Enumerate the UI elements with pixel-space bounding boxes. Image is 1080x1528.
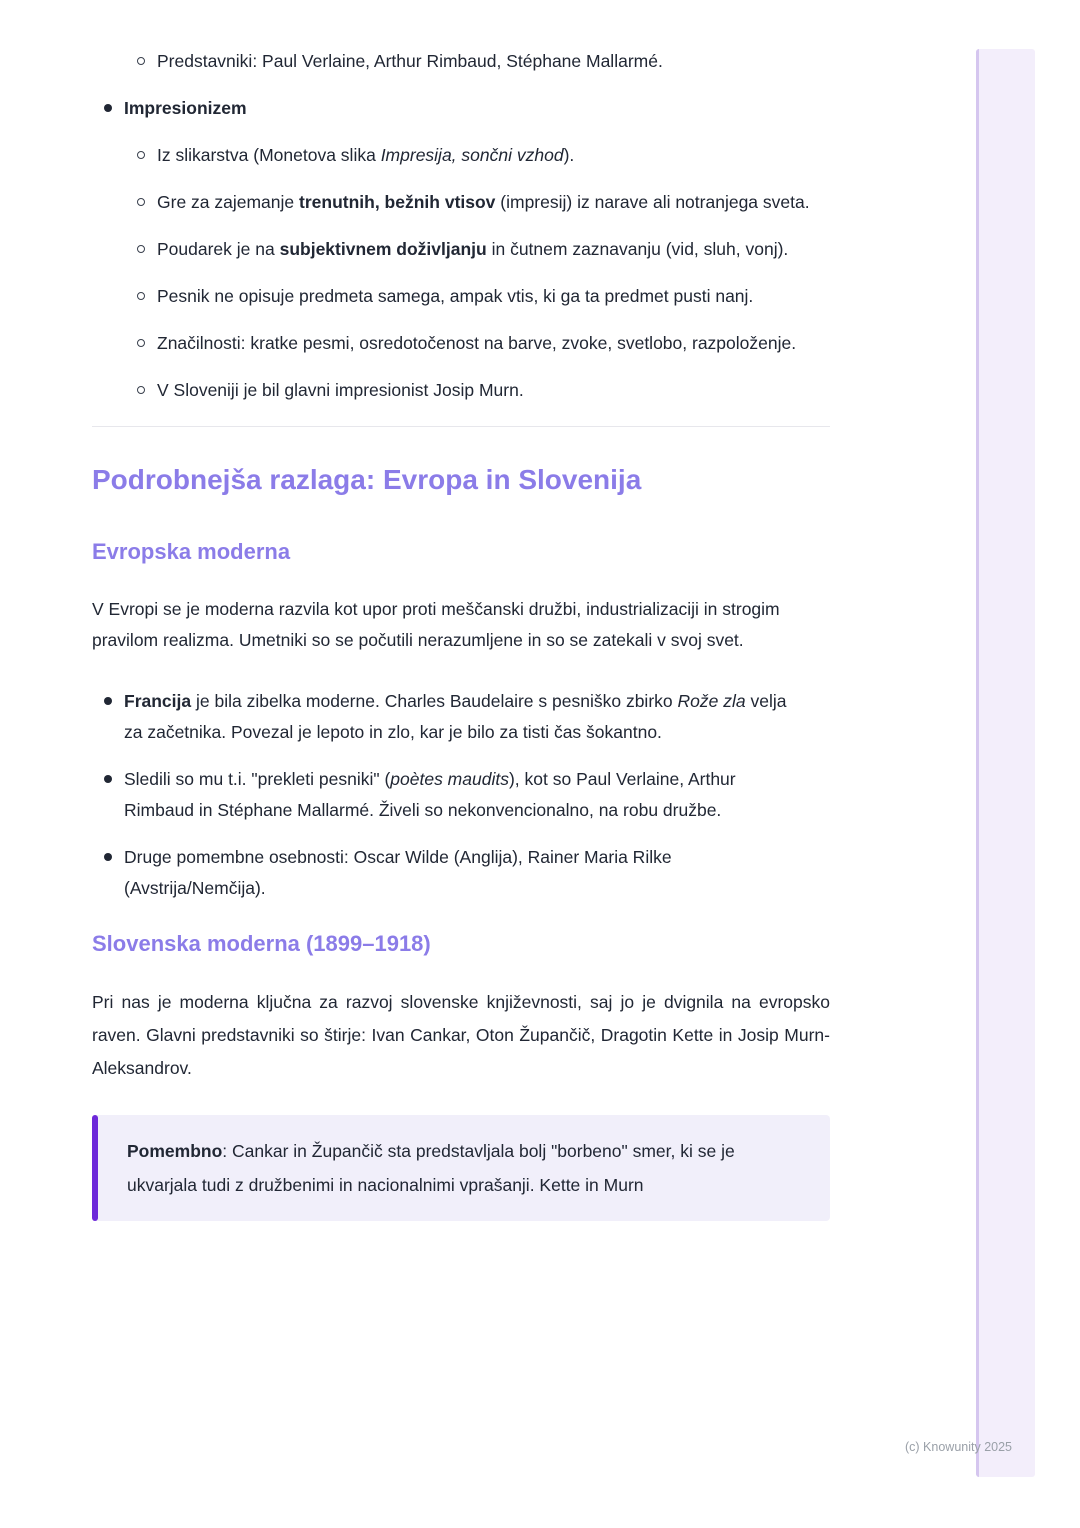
bullet-text <box>157 46 817 77</box>
main-bullet-list <box>92 686 830 904</box>
paragraph <box>92 594 830 656</box>
text-segment: Podrobnejša razlaga: Evropa in Slovenija <box>92 464 642 495</box>
disc-bullet-icon <box>104 104 112 112</box>
text-segment: Pri nas je moderna ključna za razvoj slovenske književnosti, saj jo je dvignila na evropsko raven. Glavni predstavniki so štirje: Ivan Cankar, Oton Župančič, Dragotin Kette in Josip Murn-Aleksandrov. <box>92 992 830 1078</box>
bullet-item <box>92 375 830 406</box>
text-segment: ). <box>563 145 575 165</box>
bullet-item <box>92 281 830 312</box>
bullet-text <box>157 328 817 359</box>
callout-box <box>92 1115 830 1221</box>
text-segment: Rože zla <box>677 691 746 711</box>
text-segment: : Cankar in Župančič sta predstavljala bolj "borbeno" smer, ki se je ukvarjala tudi z družbenimi in nacionalnimi vprašanji. Kette in Murn <box>127 1141 735 1195</box>
sub-bullet-list <box>92 140 830 406</box>
text-segment: Pomembno <box>127 1141 223 1161</box>
disc-bullet-icon <box>104 697 112 705</box>
copyright-watermark: (c) Knowunity 2025 <box>905 1440 1013 1454</box>
subsection-heading <box>92 930 830 958</box>
bullet-item <box>92 46 830 77</box>
text-segment: (impresij) iz narave ali notranjega sveta. <box>495 192 810 212</box>
text-segment: ), kot so Paul Verlaine, Arthur Rimbaud in Stéphane Mallarmé. Živeli so nekonvencionalno, na robu družbe. <box>124 769 736 820</box>
bullet-text <box>124 842 796 904</box>
bullet-text <box>157 187 817 218</box>
subsection-heading <box>92 538 830 566</box>
bullet-item <box>92 842 830 904</box>
paragraph <box>92 986 830 1085</box>
circle-bullet-icon <box>137 57 145 65</box>
text-segment: in čutnem zaznavanju (vid, sluh, vonj). <box>486 239 789 259</box>
section-divider <box>92 426 830 427</box>
bullet-item <box>92 187 830 218</box>
bullet-text <box>157 140 817 171</box>
circle-bullet-icon <box>137 292 145 300</box>
text-segment: Značilnosti: kratke pesmi, osredotočenost na barve, zvoke, svetlobo, razpoloženje. <box>157 333 797 353</box>
page-margin-strip <box>976 49 1035 1477</box>
circle-bullet-icon <box>137 339 145 347</box>
callout-accent-bar <box>92 1115 98 1221</box>
bullet-item <box>92 686 830 748</box>
bullet-text <box>157 234 817 265</box>
bullet-item <box>92 140 830 171</box>
circle-bullet-icon <box>137 245 145 253</box>
text-segment: Pesnik ne opisuje predmeta samega, ampak vtis, ki ga ta predmet pusti nanj. <box>157 286 754 306</box>
bullet-text <box>124 764 796 826</box>
text-segment: velja za začetnika. Povezal je lepoto in zlo, kar je bilo za tisti čas šokantno. <box>124 691 787 742</box>
disc-bullet-icon <box>104 775 112 783</box>
text-segment: Predstavniki: Paul Verlaine, Arthur Rimbaud, Stéphane Mallarmé. <box>157 51 663 71</box>
document-body <box>92 46 830 1221</box>
text-segment: poètes maudits <box>390 769 509 789</box>
disc-bullet-icon <box>104 853 112 861</box>
circle-bullet-icon <box>137 151 145 159</box>
text-segment: V Sloveniji je bil glavni impresionist Josip Murn. <box>157 380 524 400</box>
text-segment: Impresionizem <box>124 98 247 118</box>
sub-bullet-list <box>92 46 830 77</box>
bullet-text <box>124 93 796 124</box>
section-heading <box>92 462 830 498</box>
bullet-item <box>92 93 830 124</box>
text-segment: Sledili so mu t.i. "prekleti pesniki" ( <box>124 769 391 789</box>
text-segment: je bila zibelka moderne. Charles Baudelaire s pesniško zbirko <box>191 691 678 711</box>
circle-bullet-icon <box>137 198 145 206</box>
bullet-text <box>124 686 796 748</box>
bullet-item <box>92 234 830 265</box>
text-segment: Gre za zajemanje <box>157 192 300 212</box>
text-segment: subjektivnem doživljanju <box>279 239 487 259</box>
main-bullet-list <box>92 93 830 124</box>
bullet-text <box>157 375 817 406</box>
text-segment: Evropska moderna <box>92 539 291 564</box>
text-segment: Iz slikarstva (Monetova slika <box>157 145 381 165</box>
text-segment: Poudarek je na <box>157 239 280 259</box>
bullet-item <box>92 328 830 359</box>
circle-bullet-icon <box>137 386 145 394</box>
text-segment: Impresija, sončni vzhod <box>380 145 564 165</box>
text-segment: V Evropi se je moderna razvila kot upor proti meščanski družbi, industrializaciji in strogim pravilom realizma. Umetniki so se počutili nerazumljene in so se zatekali v svoj svet. <box>92 599 780 650</box>
text-segment: Slovenska moderna (1899–1918) <box>92 931 431 956</box>
text-segment: trenutnih, bežnih vtisov <box>299 192 496 212</box>
text-segment: Francija <box>124 691 192 711</box>
text-segment: Druge pomembne osebnosti: Oscar Wilde (Anglija), Rainer Maria Rilke (Avstrija/Nemčija). <box>124 847 672 898</box>
callout-text <box>127 1134 775 1202</box>
bullet-text <box>157 281 817 312</box>
bullet-item <box>92 764 830 826</box>
